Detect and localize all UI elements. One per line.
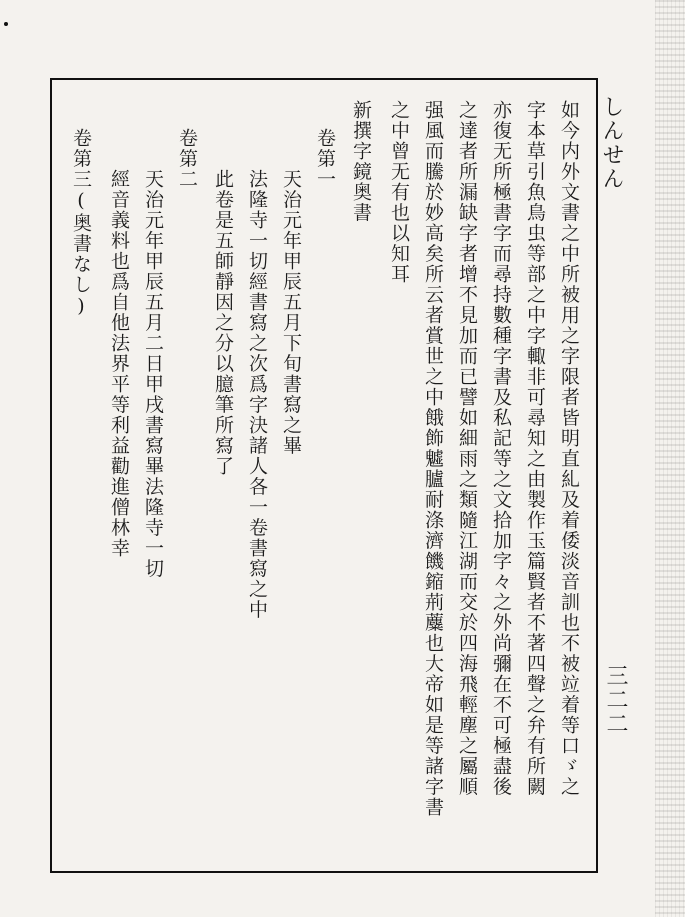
scan-edge-noise (655, 0, 685, 917)
text-column-3: 亦復无所極書字而尋持數種字書及私記等之文拾加字々之外尚彌在不可極盡後 (490, 100, 512, 797)
page-number: 三二二 (603, 664, 628, 736)
text-column-2: 字本草引魚鳥虫等部之中字輙非可尋知之由製作玉篇賢者不著四聲之弁有所闕 (524, 100, 546, 797)
volume-1-line-2: 法隆寺一切經書寫之次爲字決諸人各一卷書寫之中 (246, 128, 268, 620)
scan-speck (4, 22, 8, 26)
volume-1-heading: 卷第一 (314, 128, 336, 190)
volume-2-line-2: 經音義料也爲自他法界平等利益勸進僧林幸 (108, 128, 130, 559)
text-column-5: 强風而騰於妙高矣所云者賞世之中餓飾魖臚耐涤濟饑鏥荊蘪也大帝如是等諸字書 (422, 100, 444, 818)
running-title: しんせん (599, 95, 624, 191)
text-column-4: 之達者所漏缺字者增不見加而已譬如細雨之類隨江湖而交於四海飛輕塵之屬順 (456, 100, 478, 797)
volume-2-heading: 卷第二 (176, 128, 198, 190)
text-column-1: 如今内外文書之中所被用之字限者皆明直糺及着倭淡音訓也不被竝着等口ゞ之 (558, 100, 580, 797)
volume-1-line-3: 此卷是五師靜因之分以臆筆所寫了 (212, 128, 234, 477)
volume-1-line-1: 天治元年甲辰五月下旬書寫之畢 (280, 128, 302, 456)
text-column-6: 之中曾无有也以知耳 (388, 100, 410, 285)
volume-3-heading: 卷第三(奥書なし) (70, 128, 92, 319)
colophon-heading: 新撰字鏡奥書 (350, 100, 372, 223)
volume-2-line-1: 天治元年甲辰五月二日甲戌書寫畢法隆寺一切 (142, 128, 164, 579)
